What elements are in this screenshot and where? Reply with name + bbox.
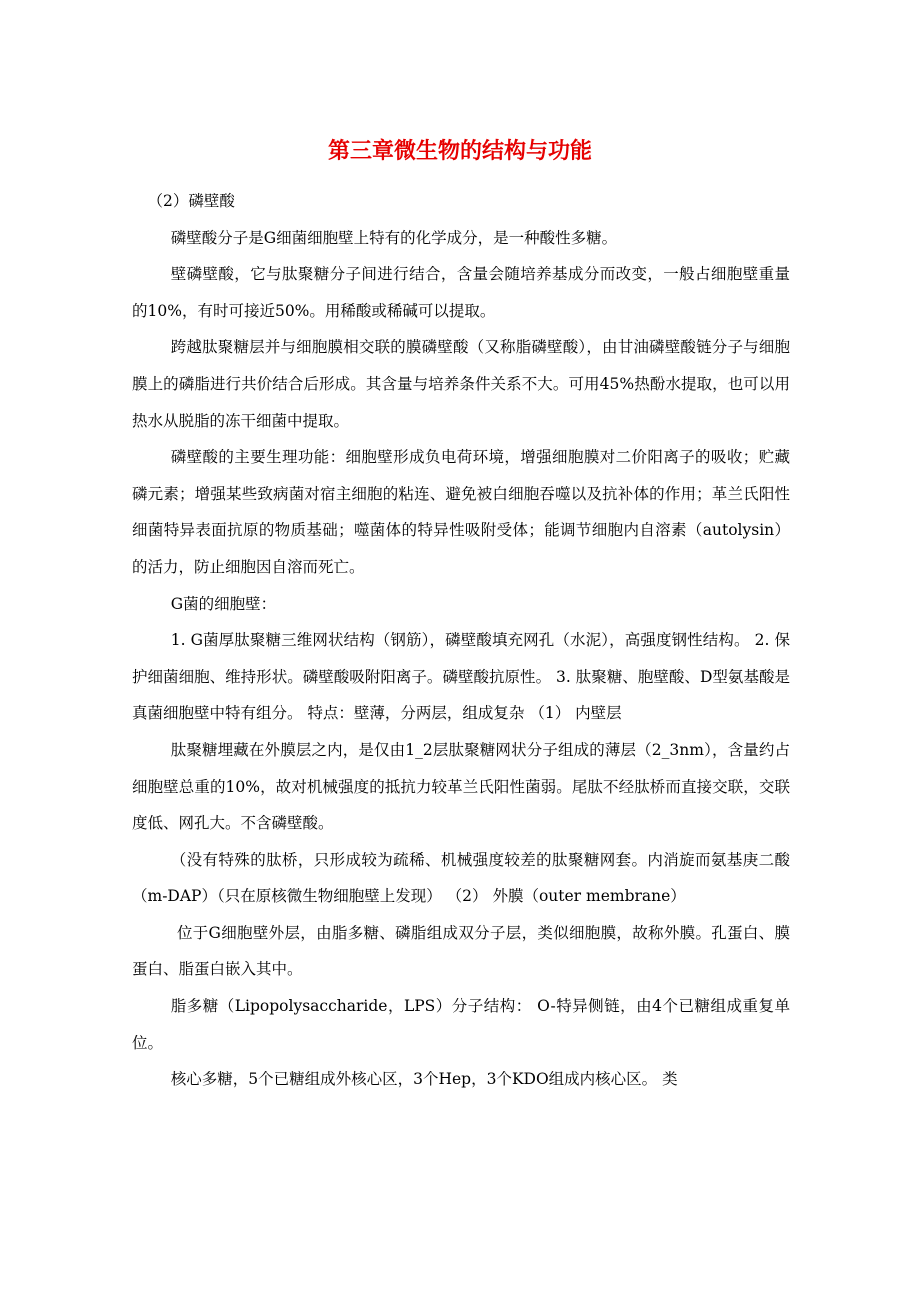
document-body [132, 183, 790, 1098]
paragraph: 壁磷壁酸，它与肽聚糖分子间进行结合，含量会随培养基成分而改变，一般占细胞壁重量的10%，有时可接近50%。用稀酸或稀碱可以提取。 [132, 265, 790, 320]
paragraph: 脂多糖（Lipopolysaccharide，LPS）分子结构： O-特异侧链，由4个已糖组成重复单位。 [132, 997, 790, 1052]
paragraph: 1. G菌厚肽聚糖三维网状结构（钢筋），磷壁酸填充网孔（水泥），高强度钢性结构。 2. 保护细菌细胞、维持形状。磷壁酸吸附阳离子。磷壁酸抗原性。 3. 肽聚糖、胞壁酸、D型氨基酸是真菌细胞壁中特有组分。 特点：壁薄，分两层，组成复杂 （1） 内壁层 [132, 631, 790, 723]
paragraph: （没有特殊的肽桥，只形成较为疏稀、机械强度较差的肽聚糖网套。内消旋而氨基庚二酸（m-DAP）（只在原核微生物细胞壁上发现） （2） 外膜（outer membrane） [132, 850, 790, 906]
paragraph: 肽聚糖埋藏在外膜层之内，是仅由1_2层肽聚糖网状分子组成的薄层（2_3nm），含量约占细胞壁总重的10%，故对机械强度的抵抗力较革兰氏阳性菌弱。尾肽不经肽桥而直接交联，交联度低、网孔大。不含磷壁酸。 [132, 740, 790, 833]
section-heading-teichoic-acid: （2）磷壁酸 [147, 192, 235, 210]
document-title: 第三章微生物的结构与功能 [327, 138, 592, 164]
paragraph: 位于G细胞壁外层，由脂多糖、磷脂组成双分子层，类似细胞膜，故称外膜。孔蛋白、膜蛋白、脂蛋白嵌入其中。 [132, 923, 790, 979]
paragraph: 跨越肽聚糖层并与细胞膜相交联的膜磷壁酸（又称脂磷壁酸），由甘油磷壁酸链分子与细胞膜上的磷脂进行共价结合后形成。其含量与培养条件关系不大。可用45%热酚水提取，也可以用热水从脱脂的冻干细菌中提取。 [132, 338, 790, 430]
section-heading-cell-wall: G菌的细胞壁： [170, 594, 277, 613]
paragraph: 磷壁酸分子是G细菌细胞壁上特有的化学成分，是一种酸性多糖。 [170, 228, 618, 247]
paragraph: 磷壁酸的主要生理功能：细胞壁形成负电荷环境，增强细胞膜对二价阳离子的吸收；贮藏磷元素；增强某些致病菌对宿主细胞的粘连、避免被白细胞吞噬以及抗补体的作用；革兰氏阳性细菌特异表面抗原的物质基础；噬菌体的特异性吸附受体；能调节细胞内自溶素（autolysin）的活力，防止细胞因自溶而死亡。 [132, 448, 790, 576]
paragraph: 核心多糖，5个已糖组成外核心区，3个Hep，3个KDO组成内核心区。 类 [170, 1070, 678, 1089]
